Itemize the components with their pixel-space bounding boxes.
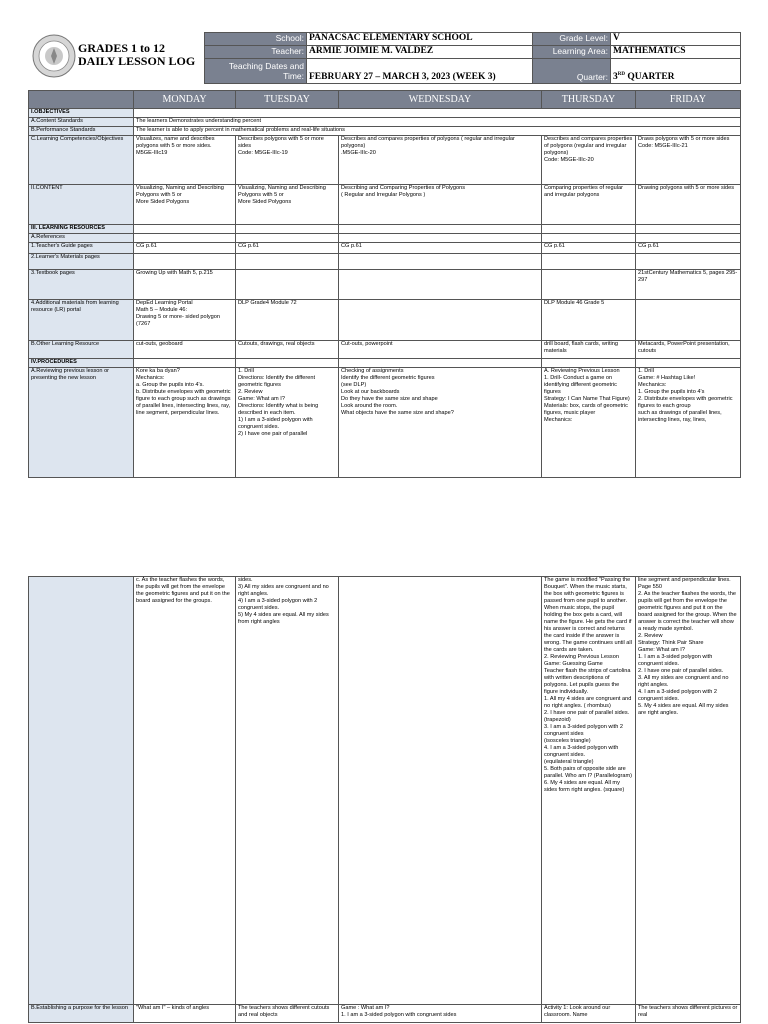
- purpose-wednesday: Game : What am I? 1. I am a 3-sided polygon with congruent sides: [339, 1005, 542, 1023]
- lesson-log-table-continued: [28, 576, 741, 1023]
- title-line-2: DAILY LESSON LOG: [78, 54, 196, 68]
- deped-seal-icon: [32, 34, 76, 78]
- day-monday: MONDAY: [134, 91, 236, 109]
- header-info-table: [204, 32, 741, 84]
- area-label: Learning Area:: [533, 46, 611, 59]
- purpose-label: B.Establishing a purpose for the lesson: [29, 1005, 134, 1023]
- tg-wednesday: CG p.61: [339, 243, 542, 254]
- tb-tuesday: [236, 270, 339, 300]
- day-friday: FRIDAY: [636, 91, 741, 109]
- area-value: MATHEMATICS: [611, 46, 741, 59]
- review-cont-friday: line segment and perpendicular lines. Page 550 2. As the teacher flashes the words, the pupils will get from the envelope the geometric figures and put it on the board assigned for the group. When the answer is correct the teacher will show a ready made symbol. 2. Review Strategy: Think Pair Share Game: What am I? 1. I am a 3-sided polygon with congruent sides. 2. I have one pair of parallel sides. 3. All my sides are congruent and no right angles. 4. I am a 3-sided polygon with 2 congruent sides. 5. My 4 sides are equal. All my sides are right angles.: [636, 577, 741, 1005]
- other-label: B.Other Learning Resource: [29, 341, 134, 359]
- review-cont-wednesday: [339, 577, 542, 1005]
- references-label: A.References: [29, 234, 134, 243]
- competency-wednesday: Describes and compares properties of polygons ( regular and irregular polygons) .M5GE-IIIc-20: [339, 136, 542, 185]
- day-wednesday: WEDNESDAY: [339, 91, 542, 109]
- competency-tuesday: Describes polygons with 5 or more sides Code: M5GE-IIIc-19: [236, 136, 339, 185]
- lm-label: 2.Learner's Materials pages: [29, 254, 134, 270]
- tg-friday: CG p.61: [636, 243, 741, 254]
- content-std-value: The learners Demonstrates understanding percent: [134, 118, 741, 127]
- review-cont-monday: c. As the teacher flashes the words, the pupils will get from the envelope the geometric figures and put it on the board assigned for the groups.: [134, 577, 236, 1005]
- purpose-thursday: Activity 1: Look around our classroom. Name: [542, 1005, 636, 1023]
- title-line-1: GRADES 1 to 12: [78, 41, 166, 55]
- lr-tuesday: DLP Grade4 Module 72: [236, 300, 339, 341]
- perf-std-value: The learner is able to apply percent in mathematical problems and real-life situations: [134, 127, 741, 136]
- other-wednesday: Cut-outs, powerpoint: [339, 341, 542, 359]
- procedures-label: IV.PROCEDURES: [29, 359, 134, 368]
- purpose-friday: The teachers shows different pictures or real: [636, 1005, 741, 1023]
- competency-thursday: Describes and compares properties of polygons (regular and irregular polygons) Code: M5GE-IIIc-20: [542, 136, 636, 185]
- corner-cell: [29, 91, 134, 109]
- day-tuesday: TUESDAY: [236, 91, 339, 109]
- perf-std-label: B.Performance Standards: [29, 127, 134, 136]
- lr-friday: [636, 300, 741, 341]
- tb-monday: Growing Up with Math 5, p.215: [134, 270, 236, 300]
- content-wednesday: Describing and Comparing Properties of Polygons ( Regular and Irregular Polygons ): [339, 185, 542, 225]
- lesson-log-table: [28, 90, 741, 478]
- day-thursday: THURSDAY: [542, 91, 636, 109]
- lr-label: 4.Additional materials from learning resource (LR) portal: [29, 300, 134, 341]
- review-wednesday: Checking of assignments Identify the different geometric figures (see DLP) Look at our backboards Do they have the same size and shape Look around the room. What objects have the same size and shape?: [339, 368, 542, 478]
- teacher-label: Teacher:: [205, 46, 307, 59]
- school-label: School:: [205, 33, 307, 46]
- grade-label: Grade Level:: [533, 33, 611, 46]
- day-header-row: [29, 91, 741, 109]
- tb-wednesday: [339, 270, 542, 300]
- competency-monday: Visualizes, name and describes polygons with 5 or more sides. M5GE-IIIc19: [134, 136, 236, 185]
- quarter-value: 3RD QUARTER: [611, 59, 741, 84]
- resources-label: III. LEARNING RESOURCES: [29, 225, 134, 234]
- content-tuesday: Visualizing, Naming and Describing Polygons with 5 or More Sided Polygons: [236, 185, 339, 225]
- competency-friday: Draws polygons with 5 or more sides Code: M5GE-IIIc-21: [636, 136, 741, 185]
- content-label: II.CONTENT: [29, 185, 134, 225]
- review-cont-thursday: The game is modified "Passing the Bouquet". When the music starts, the box with geometric figures is passed from one pupil to another. When music stops, the pupil holding the box gets a card, will name the figure. He gets the card if his answer is correct and returns the card inside if the answer is wrong. The game continues until all the cards are taken. 2. Reviewing Previous Lesson Game: Guessing Game Teacher flash the strips of cartolina with written descriptions of polygons. Let pupils guess the figure individually. 1. All my 4 sides are congruent and no right angles. ( rhombus) 2. I have one pair of parallel sides. (trapezoid) 3. I am a 3-sided polygon with 2 congruent sides (isosceles triangle) 4. I am a 3-sided polygon with congruent sides. (equilateral triangle) 5. Both pairs of opposite side are parallel. Who am I? (Parallelogram) 6. My 4 sides are equal. All my sides form right angles. (square): [542, 577, 636, 1005]
- objectives-label: I.OBJECTIVES: [29, 109, 134, 118]
- tb-label: 3.Textbook pages: [29, 270, 134, 300]
- dates-label: Teaching Dates and Time:: [205, 59, 307, 84]
- review-friday: 1. Drill Game: # Hashtag Like! Mechanics: 1. Group the pupils into 4's 2. Distribute envelopes with geometric figures to each group such as drawings of parallel lines, intersecting lines, ray, lines,: [636, 368, 741, 478]
- competencies-label: C.Learning Competencies/Objectives: [29, 136, 134, 185]
- lr-thursday: DLP Module 46 Grade 5: [542, 300, 636, 341]
- tg-label: 1.Teacher's Guide pages: [29, 243, 134, 254]
- review-monday: Kore ka ba dyan? Mechanics: a. Group the pupils into 4's. b. Distribute envelopes with geometric figure to each group such as drawings of parallel lines, intersecting lines, ray, line segment, perpendicular lines.: [134, 368, 236, 478]
- content-thursday: Comparing properties of regular and irregular polygons: [542, 185, 636, 225]
- grade-value: V: [611, 33, 741, 46]
- review-thursday: A. Reviewing Previous Lesson 1. Drill- Conduct a game on identifying different geometric figures Strategy: I Can Name That Figure) Materials: box, cards of geometric figures, music player Mechanics:: [542, 368, 636, 478]
- lr-wednesday: [339, 300, 542, 341]
- teacher-value: ARMIE JOIMIE M. VALDEZ: [307, 46, 533, 59]
- school-value: PANACSAC ELEMENTARY SCHOOL: [307, 33, 533, 46]
- other-friday: Metacards, PowerPoint presentation, cutouts: [636, 341, 741, 359]
- review-tuesday: 1. Drill Directions: Identify the different geometric figures 2. Review Game: What am I? Directions: Identify what is being described in each item. 1) I am a 3-sided polygon with congruent sides. 2) I have one pair of parallel: [236, 368, 339, 478]
- content-std-label: A.Content Standards: [29, 118, 134, 127]
- other-thursday: drill board, flash cards, writing materials: [542, 341, 636, 359]
- tg-tuesday: CG p.61: [236, 243, 339, 254]
- purpose-tuesday: The teachers shows different cutouts and real objects: [236, 1005, 339, 1023]
- quarter-label: Quarter:: [533, 59, 611, 84]
- content-friday: Drawing polygons with 5 or more sides: [636, 185, 741, 225]
- tb-friday: 21stCentury Mathematics 5, pages 295-297: [636, 270, 741, 300]
- purpose-monday: "What am I" – kinds of angles: [134, 1005, 236, 1023]
- tg-thursday: CG p.61: [542, 243, 636, 254]
- dates-value: FEBRUARY 27 – MARCH 3, 2023 (WEEK 3): [307, 59, 533, 84]
- other-monday: cut-outs, geoboard: [134, 341, 236, 359]
- review-label: A.Reviewing previous lesson or presenting the new lesson: [29, 368, 134, 478]
- tb-thursday: [542, 270, 636, 300]
- other-tuesday: Cutouts, drawings, real objects: [236, 341, 339, 359]
- lr-monday: DepEd Learning Portal Math 5 – Module 46: Drawing 5 or more- sided polygon (7267: [134, 300, 236, 341]
- dll-title: [78, 42, 195, 68]
- content-monday: Visualizing, Naming and Describing Polygons with 5 or More Sided Polygons: [134, 185, 236, 225]
- review-cont-tuesday: sides. 3) All my sides are congruent and no right angles. 4) I am a 3-sided polygon with 2 congruent sides. 5) My 4 sides are equal. All my sides from right angles: [236, 577, 339, 1005]
- tg-monday: CG p.61: [134, 243, 236, 254]
